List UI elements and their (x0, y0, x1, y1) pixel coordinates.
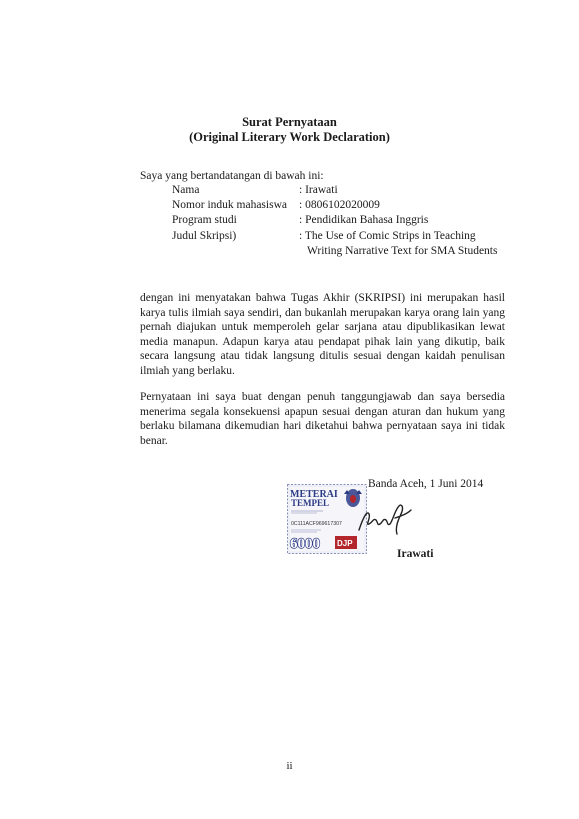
student-id-label: Nomor induk mahasiswa (172, 199, 287, 211)
place-and-date: Banda Aceh, 1 Juni 2014 (368, 478, 484, 490)
stamp-amount: 6000 (290, 536, 320, 552)
signer-name: Irawati (397, 548, 434, 560)
stamp-label-2: TEMPEL (291, 498, 330, 508)
document-subtitle: (Original Literary Work Declaration) (189, 130, 390, 144)
stamp-label-1: METERAI (290, 489, 338, 500)
page-number: ii (286, 760, 293, 772)
study-program-value: : Pendidikan Bahasa Inggris (299, 214, 429, 226)
thesis-title-label: Judul Skripsi) (172, 230, 237, 242)
thesis-title-value: : The Use of Comic Strips in Teaching (299, 230, 476, 242)
stamp-serial: 0C111ACF969617307 (291, 521, 342, 527)
declaration-paragraph-1: dengan ini menyatakan bahwa Tugas Akhir (SKRIPSI) ini merupakan hasil karya tulis ilmiah saya sendiri, dan bukanlah merupakan karya orang lain yang pernah diajukan untuk memperoleh gelar sarjana atau dipublikasikan lewat media manapun. Adapun karya atau pendapat pihak lain yang dikutip, baik secara langsung atau tidak langsung ditulis sesuai dengan kaidah penulisan ilmiah yang berlaku. (140, 292, 505, 377)
stamp-code: DJP (337, 539, 353, 548)
thesis-title-continuation: Writing Narrative Text for SMA Students (307, 245, 498, 257)
handwritten-signature (355, 500, 415, 540)
name-value: : Irawati (299, 184, 338, 196)
intro-line: Saya yang bertandatangan di bawah ini: (140, 170, 324, 182)
name-label: Nama (172, 184, 200, 196)
study-program-label: Program studi (172, 214, 237, 226)
document-title: Surat Pernyataan (242, 115, 337, 129)
student-id-value: : 0806102020009 (299, 199, 380, 211)
declaration-paragraph-2: Pernyataan ini saya buat dengan penuh tanggungjawab dan saya bersedia menerima segala konsekuensi apapun sesuai dengan aturan dan hukum yang berlaku bilamana dikemudian hari diketahui bahwa pernyataan saya ini tidak benar. (140, 391, 505, 447)
